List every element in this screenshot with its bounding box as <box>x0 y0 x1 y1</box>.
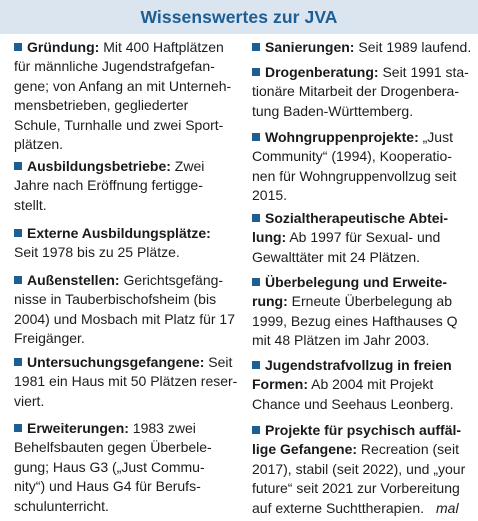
bullet-square-icon <box>14 276 22 284</box>
bullet-square-icon <box>14 43 22 51</box>
bullet-square-icon <box>14 424 22 432</box>
entry-text: nen für Wohngruppenvollzug seit <box>252 167 457 184</box>
entry-erweiterungen <box>14 419 212 516</box>
entry-ueberbelegung <box>252 273 457 351</box>
bullet-square-icon <box>14 229 22 237</box>
entry-aussenstellen <box>14 271 235 349</box>
entry-text: Behelfsbauten gegen Überbele- <box>14 439 212 456</box>
entry-term: rung: <box>252 293 288 310</box>
entry-wohngruppenprojekte <box>252 128 456 206</box>
entry-text: tionäre Mitarbeit der Drogenbera- <box>252 83 459 100</box>
entry-text: Ab 1997 für Sexual- und <box>286 229 441 246</box>
entry-sozialtherapeutische-abteilung <box>252 209 448 267</box>
bullet-square-icon <box>14 358 22 366</box>
entry-text: auf externe Suchttherapien. <box>252 499 425 516</box>
entry-text: Schule, Turnhalle und zwei Sport- <box>14 116 224 133</box>
entry-text: Seit 1978 bis zu 25 Plätze. <box>14 244 180 261</box>
entry-term: Drogenberatung: <box>265 64 379 80</box>
entry-text: 2017), stabil (seit 2022), und „your <box>252 460 466 477</box>
entry-text: Mit 400 Haftplätzen <box>99 39 224 55</box>
bullet-square-icon <box>14 162 22 170</box>
entry-text: viert. <box>14 392 45 409</box>
entry-term: Erweiterungen: <box>27 420 129 436</box>
bullet-square-icon <box>252 361 260 369</box>
bullet-square-icon <box>252 278 260 286</box>
entry-text: 1981 ein Haus mit 50 Plätzen reser- <box>14 373 238 390</box>
entry-drogenberatung <box>252 63 469 121</box>
entry-ausbildungsbetriebe <box>14 157 204 215</box>
entry-text: nity“) und Haus G4 für Berufs- <box>14 478 201 495</box>
entry-term: Formen: <box>252 376 308 393</box>
entry-text: mensbetrieben, gegliederter <box>14 97 189 114</box>
entry-term: Jugendstrafvollzug in freien <box>265 357 452 373</box>
entry-projekte-psychisch <box>252 421 465 518</box>
entry-text: Zwei <box>170 158 205 174</box>
entry-sanierungen <box>252 38 471 57</box>
entry-text: Jahre nach Eröffnung fertigge- <box>14 177 203 194</box>
entry-term: Untersuchungsgefangene: <box>27 354 205 370</box>
entry-term: lige Gefangene: <box>252 441 358 458</box>
entry-text: gene; von Anfang an mit Unterneh- <box>14 77 232 94</box>
entry-text: Seit 1991 sta- <box>378 64 469 80</box>
entry-externe-ausbildungsplaetze <box>14 224 211 263</box>
entry-text: schulunterricht. <box>14 497 109 514</box>
entry-term: Ausbildungsbetriebe: <box>27 158 171 174</box>
entry-text: für männliche Jugendstrafgefan- <box>14 58 215 75</box>
entry-text: stellt. <box>14 196 47 213</box>
entry-text: 1999, Bezug eines Hafthauses Q <box>252 312 458 329</box>
entry-term: Gründung: <box>27 39 100 55</box>
entry-text: nisse in Tauberbischofsheim (bis <box>14 291 217 308</box>
entry-text: Gerichtsgefäng- <box>119 272 224 288</box>
bullet-square-icon <box>252 43 260 51</box>
entry-term: lung: <box>252 229 287 246</box>
entry-text: „Just <box>418 129 453 145</box>
bullet-square-icon <box>252 214 260 222</box>
entry-term: Projekte für psychisch auffäl- <box>265 422 462 438</box>
entry-term: Wohngruppenprojekte: <box>265 129 419 145</box>
entry-text: plätzen. <box>14 136 64 153</box>
bullet-square-icon <box>252 133 260 141</box>
entry-jugendstrafvollzug <box>252 356 454 414</box>
bullet-square-icon <box>252 426 260 434</box>
entry-gruendung <box>14 38 231 154</box>
entry-untersuchungsgefangene <box>14 353 237 411</box>
bullet-square-icon <box>252 68 260 76</box>
entry-text: Erneute Überbelegung ab <box>287 293 452 310</box>
entry-term: Externe Ausbildungsplätze: <box>27 225 211 241</box>
entry-text: Freigänger. <box>14 330 85 347</box>
entry-term: Außenstellen: <box>27 272 120 288</box>
entry-text: Chance und Seehaus Leonberg. <box>252 395 454 412</box>
entry-text: future“ seit 2021 zur Vorbereitung <box>252 480 460 497</box>
entry-text: Gewalttäter mit 24 Plätzen. <box>252 248 421 265</box>
entry-text: Recreation (seit <box>357 441 459 458</box>
box-title: Wissenswertes zur JVA <box>140 6 338 27</box>
entry-text: 1983 zwei <box>128 420 196 436</box>
entry-text: 2015. <box>252 187 288 204</box>
entry-text: Seit <box>204 354 233 370</box>
entry-text: Community“ (1994), Kooperatio- <box>252 148 452 165</box>
entry-text: mit 48 Plätzen im Jahr 2003. <box>252 332 430 349</box>
author-signature: mal <box>436 499 459 516</box>
entry-text: gung; Haus G3 („Just Commu- <box>14 458 205 475</box>
entry-term: Sozialtherapeutische Abtei- <box>265 210 449 226</box>
entry-text: tung Baden-Württemberg. <box>252 102 414 119</box>
entry-text: Seit 1989 laufend. <box>354 39 472 55</box>
header-bar <box>0 0 478 34</box>
entry-text: Ab 2004 mit Projekt <box>308 376 434 393</box>
entry-text: 2004) und Mosbach mit Platz für 17 <box>14 310 236 327</box>
entry-term: Überbelegung und Erweite- <box>265 274 448 290</box>
entry-term: Sanierungen: <box>265 39 355 55</box>
